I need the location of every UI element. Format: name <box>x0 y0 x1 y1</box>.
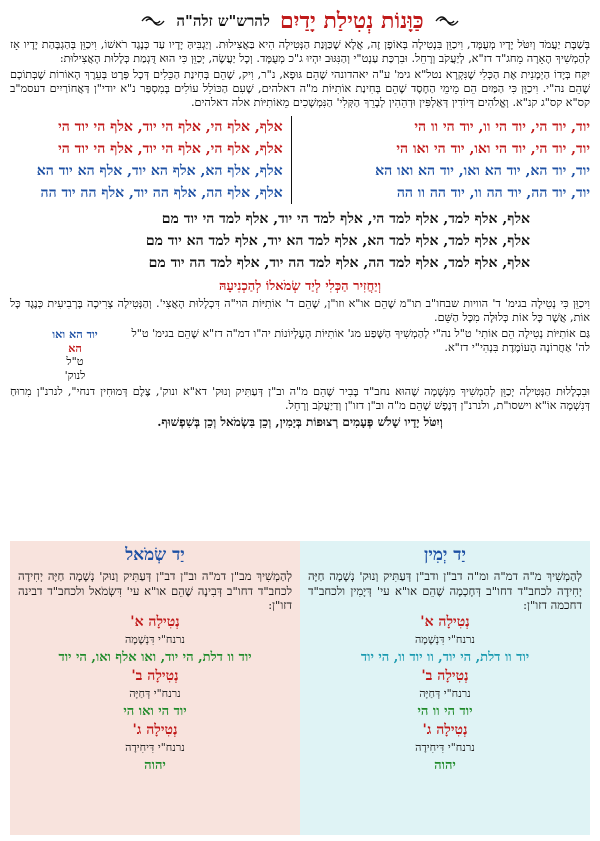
left-hand-text: לְהַמְשִׁיךְ מב"ן דמ"ה וב"ן דב"ן דְּעַתִּיק וְנוּק' נְשָׁמָה חַיָּה יְחִידָה לכחב"ד דחו"ב דְּבִינָה שֶׁהֵם או"א עי' דִּשְׂמֹאל ולכחב"ד דבינה דזו"ן: <box>18 569 292 612</box>
netila-name: יוד וו דלת, הי יוד, ואו אלף ואו, הי יוד <box>58 649 252 665</box>
netila-sub: נרנח"י דְּחַיָּה <box>129 686 181 700</box>
right-hand-title: יַד יְמִין <box>424 545 466 565</box>
ornament-right-icon <box>434 13 460 29</box>
left-hand-title: יַד שְׂמֹאל <box>125 545 185 565</box>
intro-paragraph: בְּשַׁבָּת יַעֲמֹד וְיִטֹּל יָדָיו מְעֻמָּד, וִיכַוֵּן בִּנְטִילָה בְּאוֹפֶן זֶה, אֲלָא שֶׁכַּוָּנַת הַנְּטִילָה הִיא בַּאֲצִילוּת. וְיַגְבִּיהַּ יָדָיו עַד כְּנֶגֶד רֹאשׁוֹ, וִיכַוֵּן בְּהַגְבָּהַת יָדָיו אָז לְהַמְשִׁיךְ הֶאָרָה מֵחג"ד דז"א, לְיַעֲקֹב וְרָחֵל. וּבִרְכַּת עַנְט"י וְהַנִּגּוּב יִהְיוּ ג"כ מְעֻמָּד. וְכָל יַעֲשֶׂה, יְכַוֵּן כִּי הוּא דֻּגְמַת כְּלָלוּת הָאֲצִילוּת: <box>10 38 590 65</box>
right-netila-3 <box>308 721 582 775</box>
table-row: אלף, אלף הא, אלף הא יוד, אלף הא יוד הא <box>36 163 283 179</box>
list-item: אלף, אלף למד, אלף למד הי, אלף למד הי יוד, אלף למד הי יוד מם <box>161 211 530 227</box>
table-row: אלף, אלף הי, אלף הי יוד, אלף הי יוד הי <box>58 119 283 135</box>
left-netila-2 <box>18 667 292 721</box>
right-netila-1 <box>308 613 582 667</box>
netila-name: יוד הי ואו הי <box>123 703 187 719</box>
names-table <box>10 116 590 204</box>
tal-line2: הא <box>68 341 82 355</box>
netila-label: נְטִילָה ג' <box>422 721 468 738</box>
tal-box <box>30 327 120 383</box>
netila-sub: נרנח"י דִּנְשָׁמָה <box>124 632 185 646</box>
list-item: אלף, אלף למד, אלף למד הא, אלף למד הא יוד, אלף למד הא יוד מם <box>145 233 530 249</box>
alef-lamed-rows <box>10 208 590 274</box>
table-row: יוד, יוד הי, יוד הי ואו, יוד הי ואו הי <box>396 141 590 157</box>
netila-name: יהוה <box>144 757 166 773</box>
table-row: אלף, אלף הי, אלף הי יוד, אלף הי יוד הי <box>58 141 283 157</box>
tal-text: גַּם אוֹתִיּוֹת נְטִילָה הֵם אוֹתִי' ט"ל נה"י לְהַמְשִׁיךְ הַשֶּׁפַע מג' אוֹתִיּוֹת הָעֶלְיוֹנוֹת יה"ו דמ"ה דז"א שֶׁהֵם בגימ' ט"ל לה' אַחֲרוֹנָה הָעוֹמֶדֶת בִּנְהִי"י דז"א. <box>131 327 590 354</box>
netila-label: נְטִילָה ב' <box>131 667 179 684</box>
vessel-paragraph: יִקַּח בְּיָדוֹ הַיְמָנִית אֶת הַכְּלִי שֶׁנִּקְרָא נטל"א גימ' ע"ה יאהדונהי שֶׁהֵם גּוּפָא, נ"ר, וִיק, שֶׁהֵם בְּחִינַת הַכֵּלִים דְּכָל פְּרָט בְּעֵרֶךְ הָאוֹרוֹת שֶׁבְּתוֹכָם שֶׁהֵם נה"י. וִיכַוֵּן כִּי הַמַּיִם הֵם מֵימֵי הַחֶסֶד שֶׁהֵם בְּחִינַת אוֹתִיּוֹת מ"ה דאלהים, שֶׁעִם הַכּוֹלֵל עוֹלִים בְּמִסְפַּר נ"א יודי"ן דַּאֲחוֹרַיִים דעסמ"ב קס"א קס"ג קנ"א. וְאֱלֹהִים דְּיוֹדִין דְּאַלְפִּין וּדְהֵהִין לְבָרֵךְ הַקְּלִי' הַנִּמְשָׁכִים מֵאוֹתִיּוֹת אלה דאלהים. <box>10 68 590 109</box>
table-row: יוד, יוד הה, יוד הה וו, יוד הה וו הה <box>396 185 590 201</box>
right-netila-2 <box>308 667 582 721</box>
return-vessel-heading: וְיַחֲזִיר הַכְּלִי לְיַד שְׂמֹאלוֹ לְהַכְנִיעָהּ <box>218 279 382 294</box>
list-item: אלף, אלף למד, אלף למד הה, אלף למד הה יוד, אלף למד הה יוד מם <box>148 255 530 271</box>
table-row: אלף, אלף הה, אלף הה יוד, אלף הה יוד הה <box>40 185 283 201</box>
table-row: יוד, יוד הא, יוד הא ואו, יוד הא ואו הא <box>375 163 590 179</box>
netila-sub: נרנח"י דְּחַיָּה <box>419 686 471 700</box>
left-netila-1 <box>18 613 292 667</box>
page-title: כַּוָּנוֹת נְטִילַת יָדַיִם <box>279 8 424 34</box>
left-hand-box <box>10 541 300 835</box>
tal-section <box>10 327 590 383</box>
netila-label: נְטִילָה א' <box>420 613 470 630</box>
table-row: יוד, יוד הי, יוד הי וו, יוד הי וו הי <box>414 119 590 135</box>
tal-side: ט"ל <box>66 355 84 368</box>
netila-sub: נרנח"י דִּנְשָׁמָה <box>414 632 475 646</box>
netila-name: יוד הי וו הי <box>417 703 473 719</box>
alef-column <box>10 116 291 204</box>
netila-sub: נרנח"י דִּיחִידָה <box>415 740 475 754</box>
netila-label: נְטִילָה ב' <box>421 667 469 684</box>
netila-gematria-paragraph: וִיכַוֵּן כִּי נְטִילָה בגימ' ד' הוויות שבחו"ב תו"מ שֶׁהֵם או"א וזו"ן, שֶׁהֵם ד' אוֹתִיּוֹת הוי"ה דִּכְלָלוּת הָאֲצִי'. וְהַנְּטִילָה צְרִיכָה בָּרְבִיעִית כְּנֶגֶד כָּל אוֹת, אֲשֶׁר כָּל אוֹת כְּלוּלָה מִכָּל הַשֵּׁם. <box>10 297 590 324</box>
title-row <box>10 6 590 36</box>
page-subtitle: להרש"ש זלה"ה <box>176 11 270 30</box>
netila-name: יהוה <box>434 757 456 773</box>
final-instruction: וְיִטֹּל יָדָיו שָׁלֹשׁ פְּעָמִים רְצוּפוֹת בְּיָמִין, וְכֵן בִּשְׂמֹאל וְכֵן בְּשִׁפְשׁוּף. <box>157 415 443 429</box>
hands-boxes <box>10 541 590 835</box>
netila-name: יוד וו דלת, הי יוד, וו יוד וו, הי יוד <box>360 649 530 665</box>
ornament-left-icon <box>140 13 166 29</box>
yod-column <box>291 116 590 204</box>
netila-sub: נרנח"י דִּיחִידָה <box>125 740 185 754</box>
left-netila-3 <box>18 721 292 775</box>
netila-label: נְטִילָה ג' <box>132 721 178 738</box>
tal-note: לנוק' <box>64 369 86 382</box>
right-hand-text: לְהַמְשִׁיךְ מ"ה דמ"ה ומ"ה דב"ן ודב"ן דְּעַתִּיק וְנוּק' נְשָׁמָה חַיָּה יְחִידָה לכחב"ד דחו"ב דְּחָכְמָה שֶׁהֵם או"א עי' דְּיָמִין ולכחב"ד דחכמה דזו"ן: <box>308 569 582 612</box>
tal-line1: יוד הא ואו <box>52 327 98 341</box>
general-intent-paragraph: וּבִכְלָלוּת הַנְּטִילָה יְכַוֵּן לְהַמְשִׁיךְ מִנְּשָׁמָה שֶׁהוּא נחב"ד בָּבִיר שֶׁהֵם מ"ה וב"ן דְּעַתִּיק וְנוּק' דא"א ונוק', צֶלֶם דְּמוּחִין דנחי", לנרנ"ן מִרוּחַ דְּנִשְׁמָה אוֹ"א וישסו"ת, ולנרנ"ן דְּנֶפֶשׁ שֶׁהֵם מ"ה וב"ן דזו"ן וְדַיַעֲקֹב וְרָחֵל. <box>10 385 590 412</box>
right-hand-box <box>300 541 590 835</box>
netila-label: נְטִילָה א' <box>130 613 180 630</box>
